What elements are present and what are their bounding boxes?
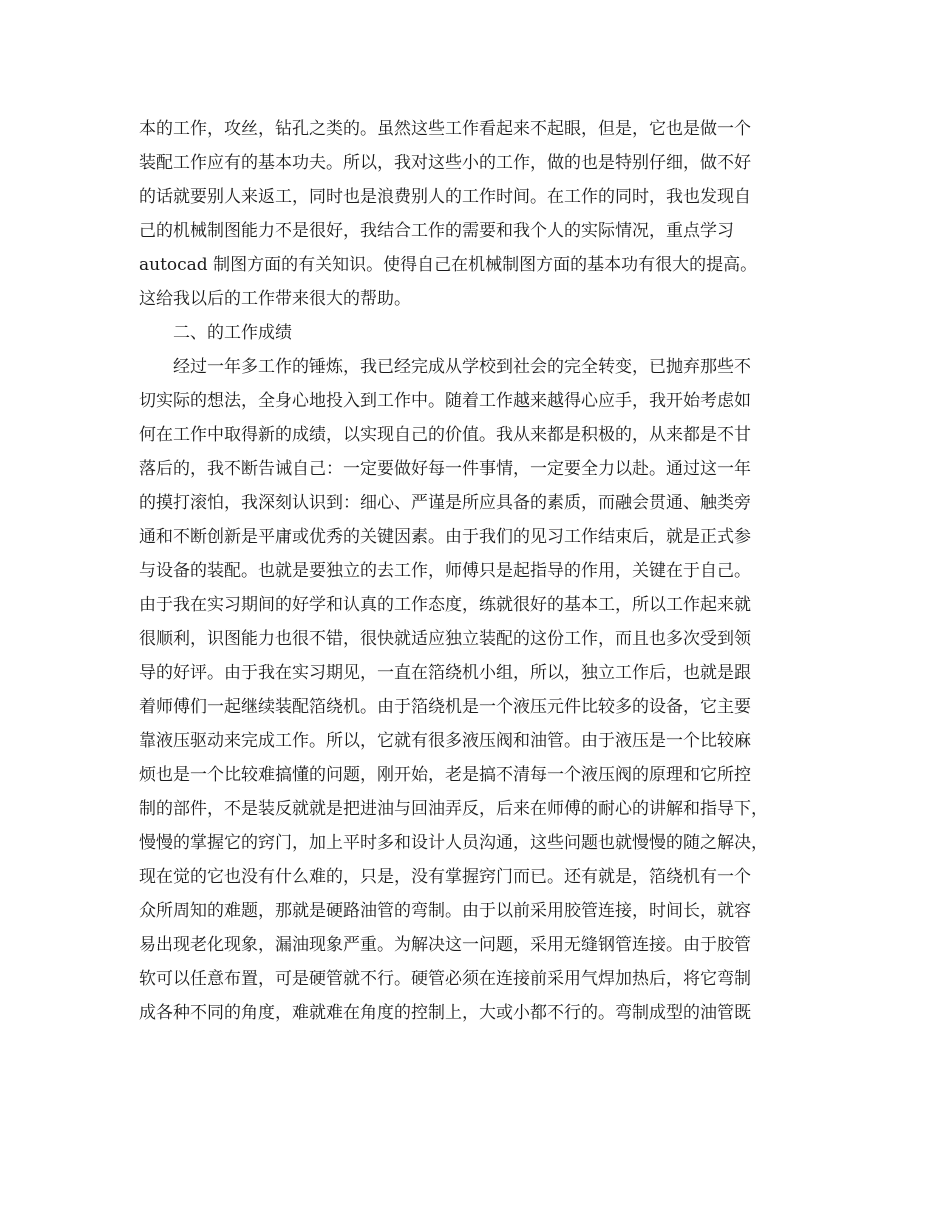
text-line: 通和不断创新是平庸或优秀的关键因素。由于我们的见习工作结束后，就是正式参 <box>139 527 751 547</box>
text-line: 慢慢的掌握它的窍门，加上平时多和设计人员沟通，这些问题也就慢慢的随之解决， <box>139 833 768 853</box>
text-line: 成各种不同的角度，难就难在角度的控制上，大或小都不行的。弯制成型的油管既 <box>139 1003 751 1023</box>
text-line: 这给我以后的工作带来很大的帮助。 <box>139 289 411 309</box>
paragraph-continuation <box>139 112 819 316</box>
text-line: 本的工作，攻丝，钻孔之类的。虽然这些工作看起来不起眼，但是，它也是做一个 <box>139 119 751 139</box>
text-line: 切实际的想法，全身心地投入到工作中。随着工作越来越得心应手，我开始考虑如 <box>139 391 751 411</box>
text-line: 软可以任意布置，可是硬管就不行。硬管必须在连接前采用气焊加热后，将它弯制 <box>139 969 751 989</box>
text-line: 很顺利，识图能力也很不错，很快就适应独立装配的这份工作，而且也多次受到领 <box>139 629 751 649</box>
text-line: 装配工作应有的基本功夫。所以，我对这些小的工作，做的也是特别仔细，做不好 <box>139 153 751 173</box>
text-line: 导的好评。由于我在实习期见，一直在箔绕机小组，所以，独立工作后，也就是跟 <box>139 663 751 683</box>
text-line: 与设备的装配。也就是要独立的去工作，师傅只是起指导的作用，关键在于自己。 <box>139 561 751 581</box>
text-line: 经过一年多工作的锤炼，我已经完成从学校到社会的完全转变，已抛弃那些不 <box>173 357 751 377</box>
text-line: 落后的，我不断告诫自己：一定要做好每一件事情，一定要全力以赴。通过这一年 <box>139 459 751 479</box>
text-line: autocad 制图方面的有关知识。使得自己在机械制图方面的基本功有很大的提高。 <box>139 255 758 275</box>
text-line: 着师傅们一起继续装配箔绕机。由于箔绕机是一个液压元件比较多的设备，它主要 <box>139 697 751 717</box>
section-heading: 二、的工作成绩 <box>173 323 292 343</box>
text-line: 众所周知的难题，那就是硬路油管的弯制。由于以前采用胶管连接，时间长，就容 <box>139 901 751 921</box>
text-line: 何在工作中取得新的成绩，以实现自己的价值。我从来都是积极的，从来都是不甘 <box>139 425 751 445</box>
text-line: 制的部件，不是装反就就是把进油与回油弄反，后来在师傅的耐心的讲解和指导下， <box>139 799 768 819</box>
body-text <box>139 112 819 1030</box>
paragraph-main <box>139 350 819 1030</box>
text-line: 易出现老化现象，漏油现象严重。为解决这一问题，采用无缝钢管连接。由于胶管 <box>139 935 751 955</box>
text-line: 现在觉的它也没有什么难的，只是，没有掌握窍门而已。还有就是，箔绕机有一个 <box>139 867 751 887</box>
text-line: 由于我在实习期间的好学和认真的工作态度，练就很好的基本工，所以工作起来就 <box>139 595 751 615</box>
text-line: 烦也是一个比较难搞懂的问题，刚开始，老是搞不清每一个液压阀的原理和它所控 <box>139 765 751 785</box>
text-line: 己的机械制图能力不是很好，我结合工作的需要和我个人的实际情况，重点学习 <box>139 221 734 241</box>
text-line: 靠液压驱动来完成工作。所以，它就有很多液压阀和油管。由于液压是一个比较麻 <box>139 731 751 751</box>
text-line: 的话就要别人来返工，同时也是浪费别人的工作时间。在工作的同时，我也发现自 <box>139 187 751 207</box>
text-line: 的摸打滚怕，我深刻认识到：细心、严谨是所应具备的素质，而融会贯通、触类旁 <box>139 493 751 513</box>
